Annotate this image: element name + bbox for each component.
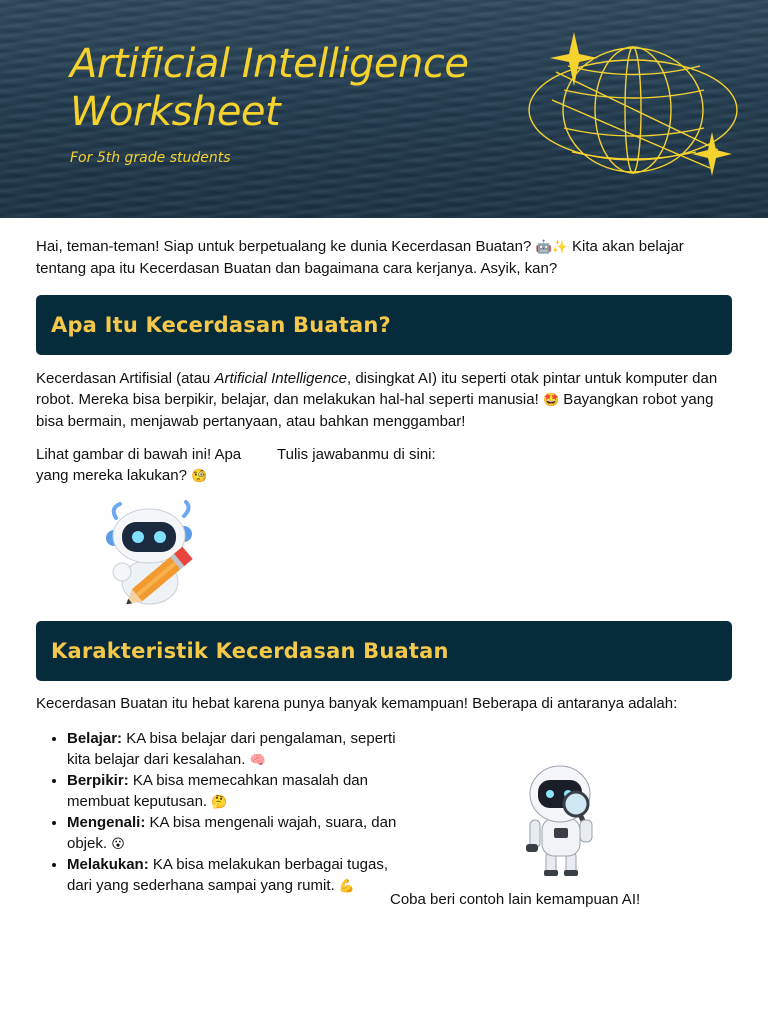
intro-text-b: Kita akan belajar tentang apa itu Kecerdasan Buatan dan bagaimana cara kerjanya. Asyik, kan?: [36, 238, 684, 277]
worksheet-title: [70, 40, 468, 136]
write-answer-prompt: Tulis jawabanmu di sini:: [277, 446, 436, 463]
intro-text-a: Hai, teman-teman! Siap untuk berpetualang ke dunia Kecerdasan Buatan?: [36, 238, 536, 255]
look-prompt: [36, 444, 256, 487]
star-eyes-emoji-icon: 🤩: [542, 393, 560, 408]
section-heading-banner: [36, 621, 732, 681]
feature-name: Belajar:: [67, 730, 123, 747]
monocle-face-emoji-icon: 🧐: [191, 469, 208, 484]
brain-emoji-icon: 🧠: [249, 752, 266, 768]
ai-example-prompt: Coba beri contoh lain kemampuan AI!: [390, 891, 641, 908]
robot-magnifier-icon: [522, 764, 600, 880]
section-heading-banner: [36, 295, 732, 355]
list-item: [67, 729, 417, 771]
def-text-a: Kecerdasan Artifisial (atau: [36, 370, 215, 387]
feature-text: KA bisa melakukan berbagai tugas, dari yang sederhana sampai yang rumit.: [67, 856, 389, 894]
list-item: [67, 813, 417, 855]
surprised-face-emoji-icon: 😮: [111, 836, 125, 852]
def-italic-term: Artificial Intelligence: [214, 370, 347, 387]
feature-text: KA bisa mengenali wajah, suara, dan objek.: [67, 814, 397, 852]
def-text-c: Bayangkan robot yang bisa bermain, menjawab pertanyaan, atau bahkan menggambar!: [36, 391, 714, 430]
look-prompt-text: Lihat gambar di bawah ini! Apa yang mereka lakukan?: [36, 446, 242, 484]
robot-drawing-pencil-icon: [100, 500, 200, 608]
section-heading-what-is-ai: Apa Itu Kecerdasan Buatan?: [51, 313, 391, 337]
section-heading-characteristics: Karakteristik Kecerdasan Buatan: [51, 639, 449, 663]
list-item: [67, 855, 417, 897]
feature-name: Berpikir:: [67, 772, 129, 789]
hero-banner: [0, 0, 768, 218]
title-line-2: Worksheet: [70, 89, 281, 135]
thinking-face-emoji-icon: 🤔: [211, 794, 228, 810]
feature-name: Melakukan:: [67, 856, 149, 873]
intro-paragraph: [36, 236, 736, 279]
globe-sparkle-icon: [528, 28, 748, 178]
worksheet-subtitle: For 5th grade students: [70, 150, 231, 166]
feature-name: Mengenali:: [67, 814, 146, 831]
abilities-intro: Kecerdasan Buatan itu hebat karena punya banyak kemampuan! Beberapa di antaranya adalah:: [36, 695, 678, 712]
ai-definition-paragraph: [36, 368, 736, 432]
list-item: [67, 771, 417, 813]
title-line-1: Artificial Intelligence: [70, 41, 469, 87]
def-text-b: , disingkat AI) itu seperti otak pintar untuk komputer dan robot. Mereka bisa berpikir, belajar, dan melakukan hal-hal seperti manusia!: [36, 370, 718, 408]
feature-text: KA bisa belajar dari pengalaman, seperti kita belajar dari kesalahan.: [67, 730, 396, 768]
feature-list: [36, 729, 417, 897]
flexed-bicep-emoji-icon: 💪: [338, 878, 356, 894]
feature-text: KA bisa memecahkan masalah dan membuat keputusan.: [67, 772, 368, 810]
robot-sparkle-emoji-icon: 🤖✨: [535, 240, 568, 255]
